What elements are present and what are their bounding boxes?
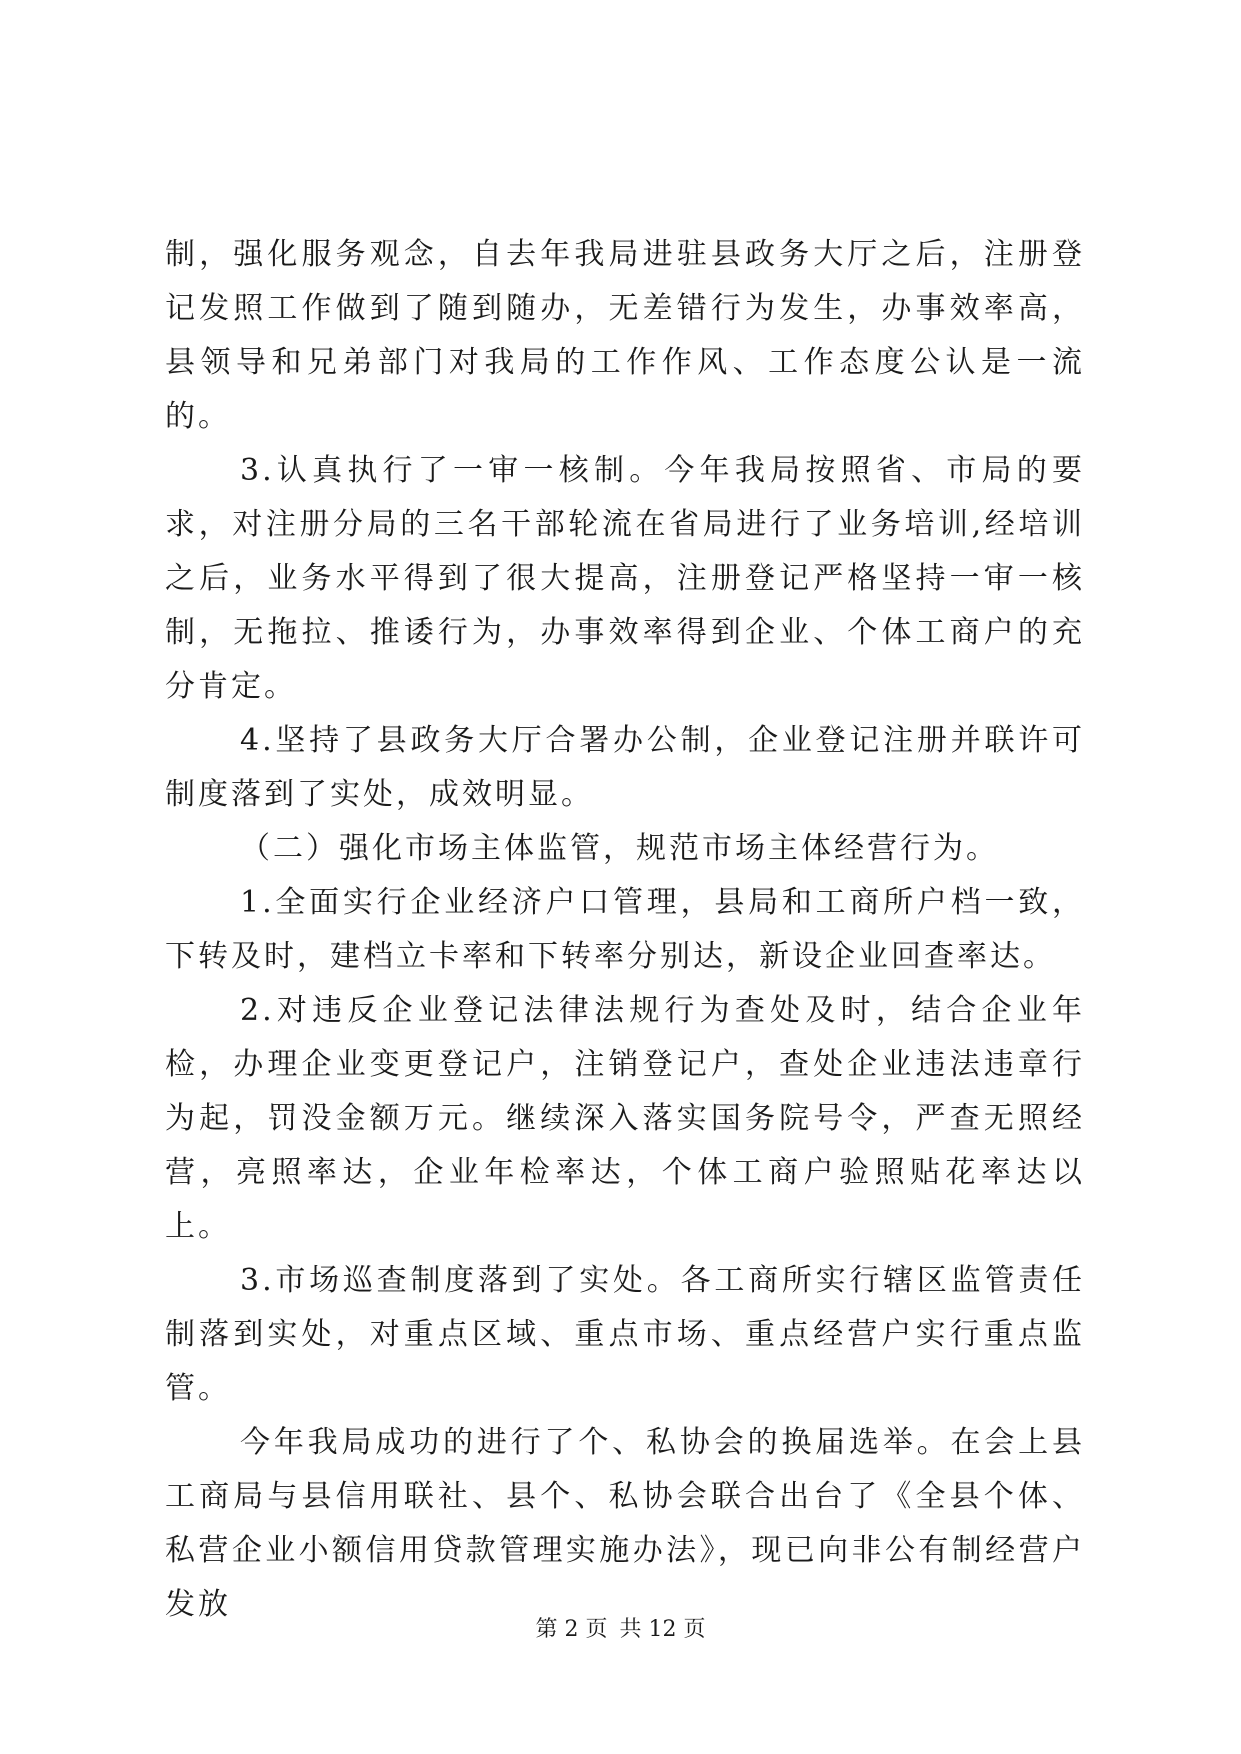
page-footer: [0, 1615, 1241, 1645]
paragraph-6: 2.对违反企业登记法律法规行为查处及时，结合企业年检，办理企业变更登记户，注销登记户，查处企业违法违章行为起，罚没金额万元。继续深入落实国务院号令，严查无照经营，亮照率达，企业年检率达，个体工商户验照贴花率达以上。: [165, 993, 1085, 1244]
paragraph-1: 制，强化服务观念，自去年我局进驻县政务大厅之后，注册登记发照工作做到了随到随办，无差错行为发生，办事效率高，县领导和兄弟部门对我局的工作作风、工作态度公认是一流的。: [165, 237, 1085, 434]
paragraph-7: 3.市场巡查制度落到了实处。各工商所实行辖区监管责任制落到实处，对重点区域、重点市场、重点经营户实行重点监管。: [165, 1263, 1085, 1406]
page-total: 共 12 页: [619, 1617, 706, 1642]
paragraph-8: 今年我局成功的进行了个、私协会的换届选举。在会上县工商局与县信用联社、县个、私协会联合出台了《全县个体、私营企业小额信用贷款管理实施办法》，现已向非公有制经营户发放: [165, 1425, 1085, 1622]
page-number: 第 2 页: [535, 1617, 608, 1642]
paragraph-4-section-heading: （二）强化市场主体监管，规范市场主体经营行为。: [240, 831, 999, 866]
paragraph-5: 1.全面实行企业经济户口管理，县局和工商所户档一致，下转及时，建档立卡率和下转率分别达，新设企业回查率达。: [165, 885, 1085, 974]
document-body: [165, 228, 1085, 1632]
paragraph-3: 4.坚持了县政务大厅合署办公制，企业登记注册并联许可制度落到了实处，成效明显。: [165, 723, 1085, 812]
paragraph-2: 3.认真执行了一审一核制。今年我局按照省、市局的要求，对注册分局的三名干部轮流在省局进行了业务培训,经培训之后，业务水平得到了很大提高，注册登记严格坚持一审一核制，无拖拉、推诿行为，办事效率得到企业、个体工商户的充分肯定。: [165, 453, 1085, 704]
